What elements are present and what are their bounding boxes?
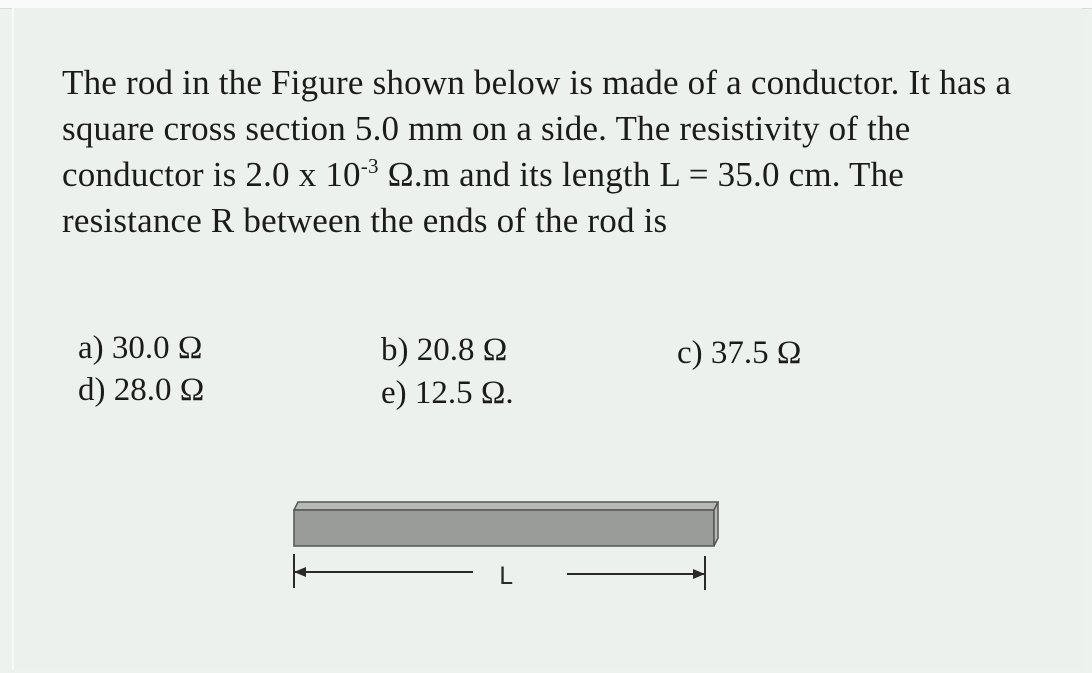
option-a: a) 30.0 Ω <box>78 330 203 366</box>
question-text-part2: Ω.m and its length L = 35.0 cm. The resistance R between the ends of the rod is <box>62 155 905 240</box>
question-text-part1: The rod in the Figure shown below is made of a conductor. It has a square cross section 5.0 mm on a side. The resistivity of the conductor is 2.0 x 10 <box>62 63 1012 194</box>
option-d: d) 28.0 Ω <box>78 372 205 408</box>
option-e: e) 12.5 Ω. <box>381 375 514 411</box>
rod-front-face <box>294 510 714 546</box>
rod-end-face <box>714 502 718 546</box>
rod-diagram <box>280 490 730 605</box>
rod-figure <box>280 490 730 605</box>
option-c: c) 37.5 Ω <box>677 335 802 371</box>
option-b: b) 20.8 Ω <box>381 332 508 368</box>
question-exponent: -3 <box>360 154 379 178</box>
length-label: L <box>499 562 513 590</box>
dimension-right-arrow <box>693 569 705 579</box>
dimension-left-arrow <box>294 567 306 577</box>
question-text <box>62 60 1022 244</box>
rod-top-face <box>294 502 718 510</box>
